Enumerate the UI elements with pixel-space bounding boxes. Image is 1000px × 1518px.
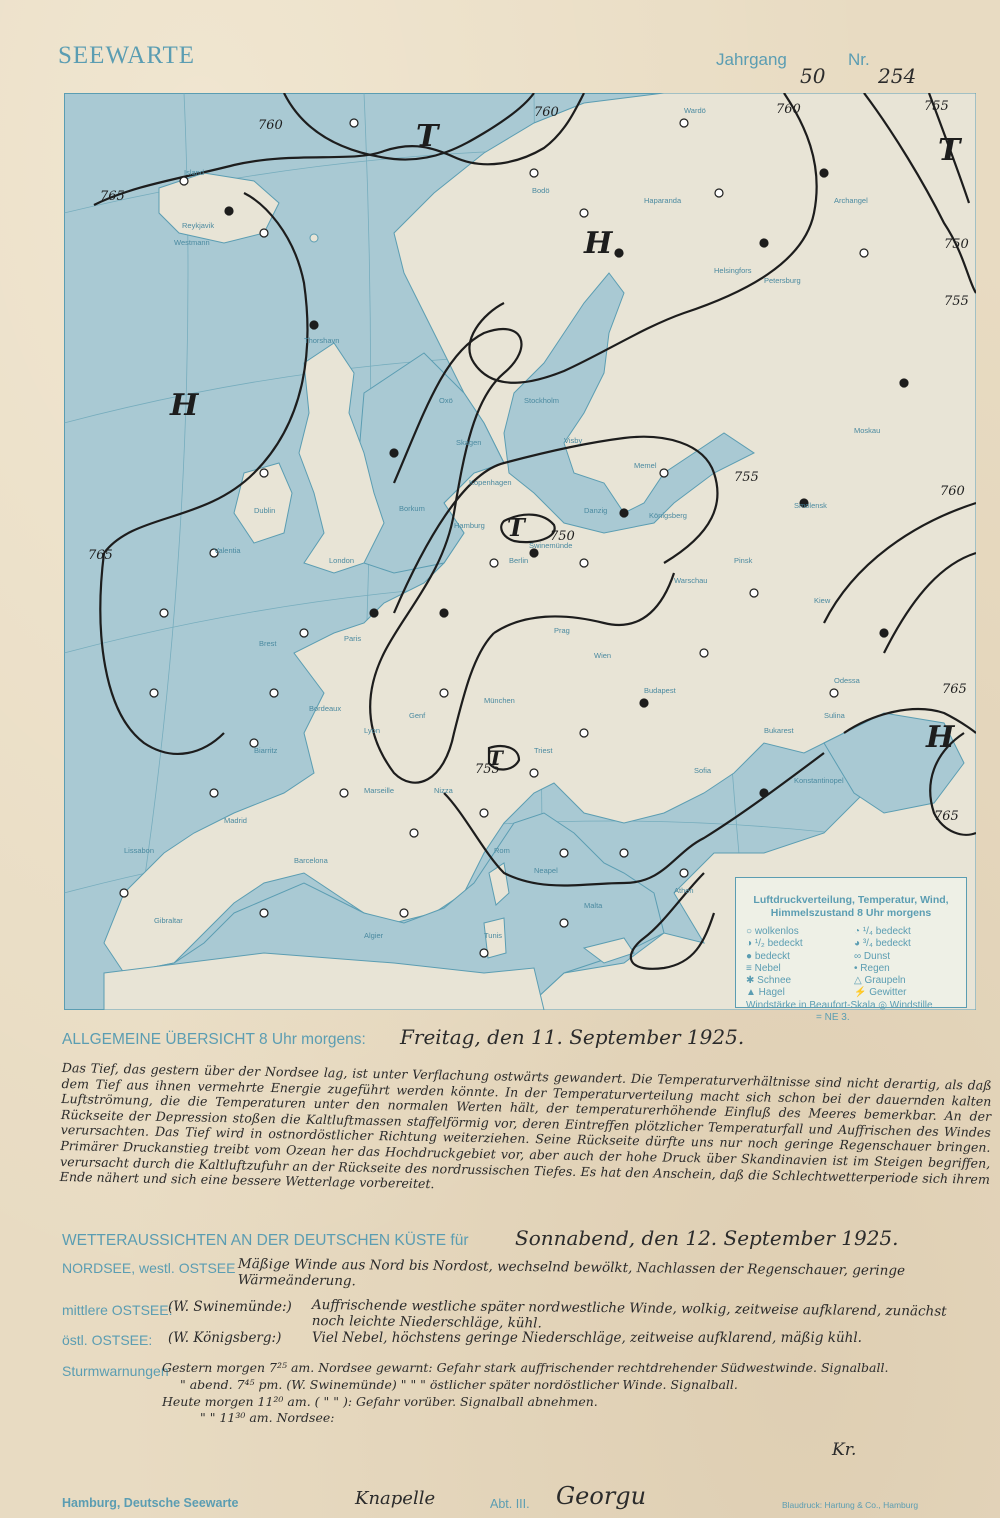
isobar-label: 765 [934, 809, 959, 824]
low-pressure-center: T [416, 119, 439, 154]
footer-signature-1: Knapelle [355, 1488, 436, 1509]
place-name: Sofia [694, 766, 712, 775]
legend-items [746, 926, 958, 1000]
isobar-label: 765 [100, 189, 125, 204]
isobar-label: 760 [534, 105, 559, 120]
place-name: Visby [564, 436, 583, 445]
footer-department: Abt. III. [490, 1497, 530, 1511]
place-name: Genf [409, 711, 426, 720]
number-value: 254 [878, 64, 917, 88]
place-name: Brest [259, 639, 277, 648]
place-name: Königsberg [649, 511, 687, 520]
place-name: Haparanda [644, 196, 682, 205]
place-name: Tunis [484, 931, 503, 940]
forecast-nordsee-text: Mäßige Winde aus Nord bis Nordost, wechselnd bewölkt, Nachlassen der Regenschauer, geringe Wärmeänderung. [237, 1256, 906, 1290]
place-name: Valentia [214, 546, 241, 555]
legend-item: △ Graupeln [854, 975, 906, 987]
isobar-label: 755 [944, 294, 969, 309]
forecast-date: Sonnabend, den 12. September 1925. [515, 1226, 899, 1250]
low-pressure-center: T [938, 133, 961, 168]
weather-map [64, 93, 976, 1024]
place-name: Marseille [364, 786, 395, 795]
place-name: Reykjavik [182, 221, 215, 230]
legend-item: ≡ Nebel [746, 962, 781, 974]
storm-warning-line: Gestern morgen 7²⁵ am. Nordsee gewarnt: Gefahr stark auffrischender rechtdrehender Südwestwinde. Signalball. [162, 1360, 889, 1375]
place-name: Pinsk [734, 556, 753, 565]
place-name: Memel [634, 461, 657, 470]
map-legend [735, 877, 967, 1024]
forecast-oestl-text: Viel Nebel, höchstens geringe Niederschläge, zeitweise aufklarend, mäßig kühl. [312, 1330, 862, 1346]
place-name: Sulina [824, 711, 845, 720]
overview-title: ALLGEMEINE ÜBERSICHT 8 Uhr morgens: [62, 1031, 366, 1048]
forecast-title: WETTERAUSSICHTEN AN DER DEUTSCHEN KÜSTE für [62, 1232, 469, 1249]
place-name: Wien [594, 651, 612, 660]
place-name: Malta [584, 901, 603, 910]
legend-item: ○ wolkenlos [746, 926, 799, 937]
isobar-label: 760 [940, 484, 965, 499]
place-name: Athen [674, 886, 694, 895]
place-name: Dublin [254, 506, 276, 515]
place-name: Moskau [854, 426, 881, 435]
place-name: Barcelona [294, 856, 328, 865]
legend-item: ◔ ¹/₄ bedeckt [854, 926, 911, 937]
place-name: Stockholm [524, 396, 560, 405]
low-pressure-center: T [488, 746, 503, 770]
forecast-mittlere-station: (W. Swinemünde:) [168, 1299, 292, 1315]
forecast-nordsee-label: NORDSEE, westl. OSTSEE [62, 1260, 236, 1276]
high-pressure-center: H [170, 388, 199, 423]
weather-map-svg [64, 93, 976, 1010]
publication-title: SEEWARTE [58, 42, 196, 69]
forecast-mittlere-label: mittlere OSTSEE: [62, 1302, 173, 1318]
place-name: Westmann [174, 238, 210, 247]
isobar-label: 765 [942, 682, 967, 697]
legend-item: ✱ Schnee [746, 975, 792, 987]
place-name: Biarritz [254, 746, 278, 755]
legend-item: ◑ ¹/₂ bedeckt [746, 938, 803, 950]
legend-item: ◕ ³/₄ bedeckt [854, 938, 911, 950]
place-name: Lyon [364, 726, 380, 735]
storm-warning-line: Heute morgen 11²⁰ am. ( " " ): Gefahr vorüber. Signalball abnehmen. [162, 1394, 598, 1409]
isobar-label: 755 [734, 470, 759, 485]
jahrgang-label: Jahrgang [716, 50, 787, 69]
place-name: Triest [534, 746, 553, 755]
place-name: Oxö [439, 396, 453, 405]
place-name: London [329, 556, 355, 565]
place-name: Konstantinopel [794, 776, 844, 785]
forecast-oestl-station: (W. Königsberg:) [168, 1330, 282, 1346]
place-name: Kiew [814, 596, 831, 605]
storm-warning-line: " " 11³⁰ am. Nordsee: [200, 1410, 335, 1425]
place-name: Algier [364, 931, 384, 940]
place-name: Petersburg [764, 276, 801, 285]
place-name: Nizza [434, 786, 453, 795]
place-name: Helsingfors [714, 266, 752, 275]
isobar-label: 760 [776, 102, 801, 117]
jahrgang-value: 50 [800, 64, 826, 88]
place-name: Gibraltar [154, 916, 183, 925]
legend-item: ⚡ Gewitter [854, 987, 907, 999]
isobar-label: 750 [550, 529, 575, 544]
forecast-oestl-label: östl. OSTSEE: [62, 1332, 153, 1348]
storm-warnings-label: Sturmwarnungen [62, 1363, 169, 1379]
place-name: Madrid [224, 816, 247, 825]
place-name: Swinemünde [529, 541, 573, 550]
legend-item: ∞ Dunst [854, 950, 891, 962]
legend-foot-line2: = NE 3. [816, 1012, 850, 1024]
storm-warning-line: " abend. 7⁴⁵ pm. (W. Swinemünde) " " " östlicher später nordöstlicher Winde. Signalball. [180, 1377, 738, 1392]
place-name: Budapest [644, 686, 676, 695]
isobar-label: 750 [944, 237, 969, 252]
high-pressure-center: H [584, 226, 613, 261]
place-name: Kopenhagen [469, 478, 512, 487]
low-pressure-center: T [507, 513, 525, 542]
place-name: Warschau [674, 576, 708, 585]
place-name: Hamburg [454, 521, 485, 530]
place-name: München [484, 696, 515, 705]
footer-printer: Blaudruck: Hartung & Co., Hamburg [782, 1500, 919, 1510]
overview-date: Freitag, den 11. September 1925. [400, 1025, 745, 1049]
place-name: Lissabon [124, 846, 155, 855]
isobar-label: 755 [475, 762, 500, 777]
high-pressure-center: H [926, 720, 955, 755]
footer-publisher: Hamburg, Deutsche Seewarte [62, 1496, 239, 1510]
place-name: Rom [494, 846, 510, 855]
place-name: Odessa [834, 676, 860, 685]
place-name: Prag [554, 626, 570, 635]
legend-title-line1: Luftdruckverteilung, Temperatur, Wind, [753, 894, 949, 906]
place-name: Bordeaux [309, 704, 342, 713]
footer-signature-2: Georgu [556, 1482, 647, 1510]
overview-text: Das Tief, das gestern über der Nordsee lag, ist unter Verflachung ostwärts gewandert. Die Temperaturverhältnisse sind nicht derartig, als daß dem Tief aus ihnen vermehrte Energie zugeführt werden könnte. In der Temperaturverteilung macht sich schon bei der dauernden kalten Luftströmung, die die Temperaturen unter den normalen Werten hält, der temperaturerhöhende Einfluß des Meeres bemerkbar. An der Rückseite der Depression stoßen die Kaltluftmassen staffelförmig vor, deren Eintreffen plötzlicher Temperaturfall und Auffrischen des Windes verursachten. Das Tief wird in ostnordöstlicher Richtung weiterziehen. Seine Rückseite dürfte uns nur noch geringe Regenschauer bringen. Primärer Druckanstieg treibt vom Ozean her das Hochdruckgebiet vor, aber auch der hohe Druck über Skandinavien ist im Steigen begriffen, verursacht durch die Kaltluftzufuhr an der Rückseite des nordrussischen Tiefes. Es hat den Anschein, daß die Schlechtwetterperiode sich ihrem Ende nähert und sich eine bessere Wetterlage vorbereitet. [59, 1060, 992, 1192]
forecaster-initials: Kr. [832, 1440, 857, 1460]
place-name: Smolensk [794, 501, 827, 510]
forecast-mittlere-text: Auffrischende westliche später nordwestliche Winde, wolkig, zeitweise aufklarend, zunächst noch leichte Niederschläge, kühl. [311, 1297, 947, 1332]
place-name: Thorshavn [304, 336, 340, 345]
legend-foot-line1: Windstärke in Beaufort-Skala ◎ Windstille [746, 999, 933, 1011]
place-name: Berlin [509, 556, 529, 565]
place-name: Island [184, 168, 205, 177]
place-name: Skagen [456, 438, 482, 447]
place-name: Paris [344, 634, 362, 643]
place-name: Bodö [532, 186, 550, 195]
legend-item: ● bedeckt [746, 950, 790, 962]
place-name: Neapel [534, 866, 558, 875]
place-name: Borkum [399, 504, 425, 513]
isobar-label: 765 [88, 548, 113, 563]
place-name: Danzig [584, 506, 608, 515]
number-label: Nr. [848, 50, 870, 69]
legend-item: • Regen [854, 962, 890, 974]
place-name: Archangel [834, 196, 868, 205]
place-name: Wardö [684, 106, 706, 115]
legend-title-line2: Himmelszustand 8 Uhr morgens [770, 907, 932, 919]
isobar-label: 755 [924, 99, 949, 114]
legend-item: ▲ Hagel [746, 987, 785, 999]
isobar-label: 760 [258, 118, 283, 133]
place-name: Bukarest [764, 726, 794, 735]
